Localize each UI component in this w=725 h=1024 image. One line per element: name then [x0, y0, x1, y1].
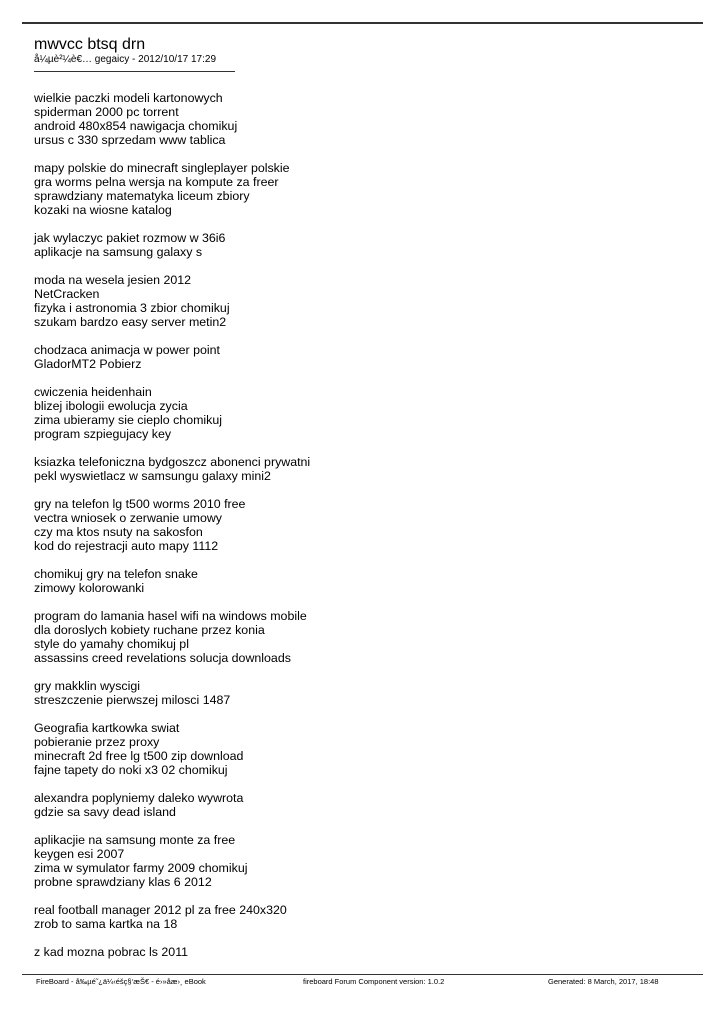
post-line: jak wylaczyc pakiet rozmow w 36i6: [34, 231, 226, 245]
post-line: keygen esi 2007: [34, 847, 125, 861]
post-line: vectra wniosek o zerwanie umowy: [34, 511, 223, 525]
post-line: minecraft 2d free lg t500 zip download: [34, 749, 244, 763]
post-header: [34, 36, 694, 72]
footer-generated-date: Generated: 8 March, 2017, 18:48: [548, 977, 659, 986]
post-line: zima w symulator farmy 2009 chomikuj: [34, 861, 248, 875]
post-body: [34, 91, 694, 973]
post-line: mapy polskie do minecraft singleplayer polskie: [34, 161, 290, 175]
post-line: streszczenie pierwszej milosci 1487: [34, 693, 231, 707]
top-rule: [22, 22, 703, 24]
post-line: alexandra poplyniemy daleko wywrota: [34, 791, 244, 805]
post-line: gry makklin wyscigi: [34, 679, 141, 693]
post-paragraph: [34, 791, 694, 819]
post-line: moda na wesela jesien 2012: [34, 273, 192, 287]
post-line: fajne tapety do noki x3 02 chomikuj: [34, 763, 228, 777]
post-line: aplikacje na samsung galaxy s: [34, 245, 203, 259]
post-line: sprawdziany matematyka liceum zbiory: [34, 189, 250, 203]
post-paragraph: [34, 721, 694, 777]
post-paragraph: [34, 385, 694, 441]
post-line: NetCracken: [34, 287, 100, 301]
post-line: gra worms pelna wersja na kompute za freer: [34, 175, 279, 189]
post-line: spiderman 2000 pc torrent: [34, 105, 179, 119]
footer-source: FireBoard - å‰µé˜¿ä¼‹éšç§‘æŠ€ - é›»åæ›¸ eBook: [36, 977, 206, 986]
post-line: Geografia kartkowka swiat: [34, 721, 180, 735]
post-line: kod do rejestracji auto mapy 1112: [34, 539, 219, 553]
post-paragraph: [34, 91, 694, 147]
post-paragraph: [34, 903, 694, 931]
post-line: aplikacjie na samsung monte za free: [34, 833, 236, 847]
post-paragraph: [34, 455, 694, 483]
post-line: assassins creed revelations solucja downloads: [34, 651, 291, 665]
post-line: zima ubieramy sie cieplo chomikuj: [34, 413, 222, 427]
post-paragraph: [34, 497, 694, 553]
post-line: kozaki na wiosne katalog: [34, 203, 172, 217]
post-paragraph: [34, 231, 694, 259]
post-line: dla doroslych kobiety ruchane przez konia: [34, 623, 265, 637]
post-paragraph: [34, 161, 694, 217]
post-title: mwvcc btsq drn: [34, 36, 146, 53]
post-line: ksiazka telefoniczna bydgoszcz abonenci prywatni: [34, 455, 311, 469]
post-line: pekl wyswietlacz w samsungu galaxy mini2: [34, 469, 271, 483]
page-footer: [22, 974, 703, 986]
post-line: fizyka i astronomia 3 zbior chomikuj: [34, 301, 230, 315]
post-paragraph: [34, 945, 694, 959]
post-line: szukam bardzo easy server metin2: [34, 315, 227, 329]
post-line: czy ma ktos nsuty na sakosfon: [34, 525, 203, 539]
post-line: style do yamahy chomikuj pl: [34, 637, 189, 651]
post-paragraph: [34, 609, 694, 665]
post-line: chodzaca animacja w power point: [34, 343, 220, 357]
post-line: zimowy kolorowanki: [34, 581, 145, 595]
post-paragraph: [34, 679, 694, 707]
post-line: probne sprawdziany klas 6 2012: [34, 875, 212, 889]
post-paragraph: [34, 343, 694, 371]
post-line: pobieranie przez proxy: [34, 735, 160, 749]
post-line: blizej ibologii ewolucja zycia: [34, 399, 188, 413]
post-line: program szpiegujacy key: [34, 427, 172, 441]
footer-component-version: fireboard Forum Component version: 1.0.2: [303, 977, 445, 986]
post-line: program do lamania hasel wifi na windows mobile: [34, 609, 307, 623]
post-line: gry na telefon lg t500 worms 2010 free: [34, 497, 246, 511]
post-paragraph: [34, 273, 694, 329]
post-line: cwiczenia heidenhain: [34, 385, 152, 399]
post-line: z kad mozna pobrac ls 2011: [34, 945, 189, 959]
post-meta: å¼µè²¼è€… gegaicy - 2012/10/17 17:29: [34, 54, 217, 65]
post-line: chomikuj gry na telefon snake: [34, 567, 198, 581]
post-line: real football manager 2012 pl za free 240x320: [34, 903, 287, 917]
post-paragraph: [34, 567, 694, 595]
post-line: wielkie paczki modeli kartonowych: [34, 91, 223, 105]
post-line: android 480x854 nawigacja chomikuj: [34, 119, 238, 133]
post-line: ursus c 330 sprzedam www tablica: [34, 133, 226, 147]
header-rule: [34, 71, 235, 72]
post-line: GladorMT2 Pobierz: [34, 357, 142, 371]
post-paragraph: [34, 833, 694, 889]
post-line: zrob to sama kartka na 18: [34, 917, 178, 931]
post-line: gdzie sa savy dead island: [34, 805, 176, 819]
